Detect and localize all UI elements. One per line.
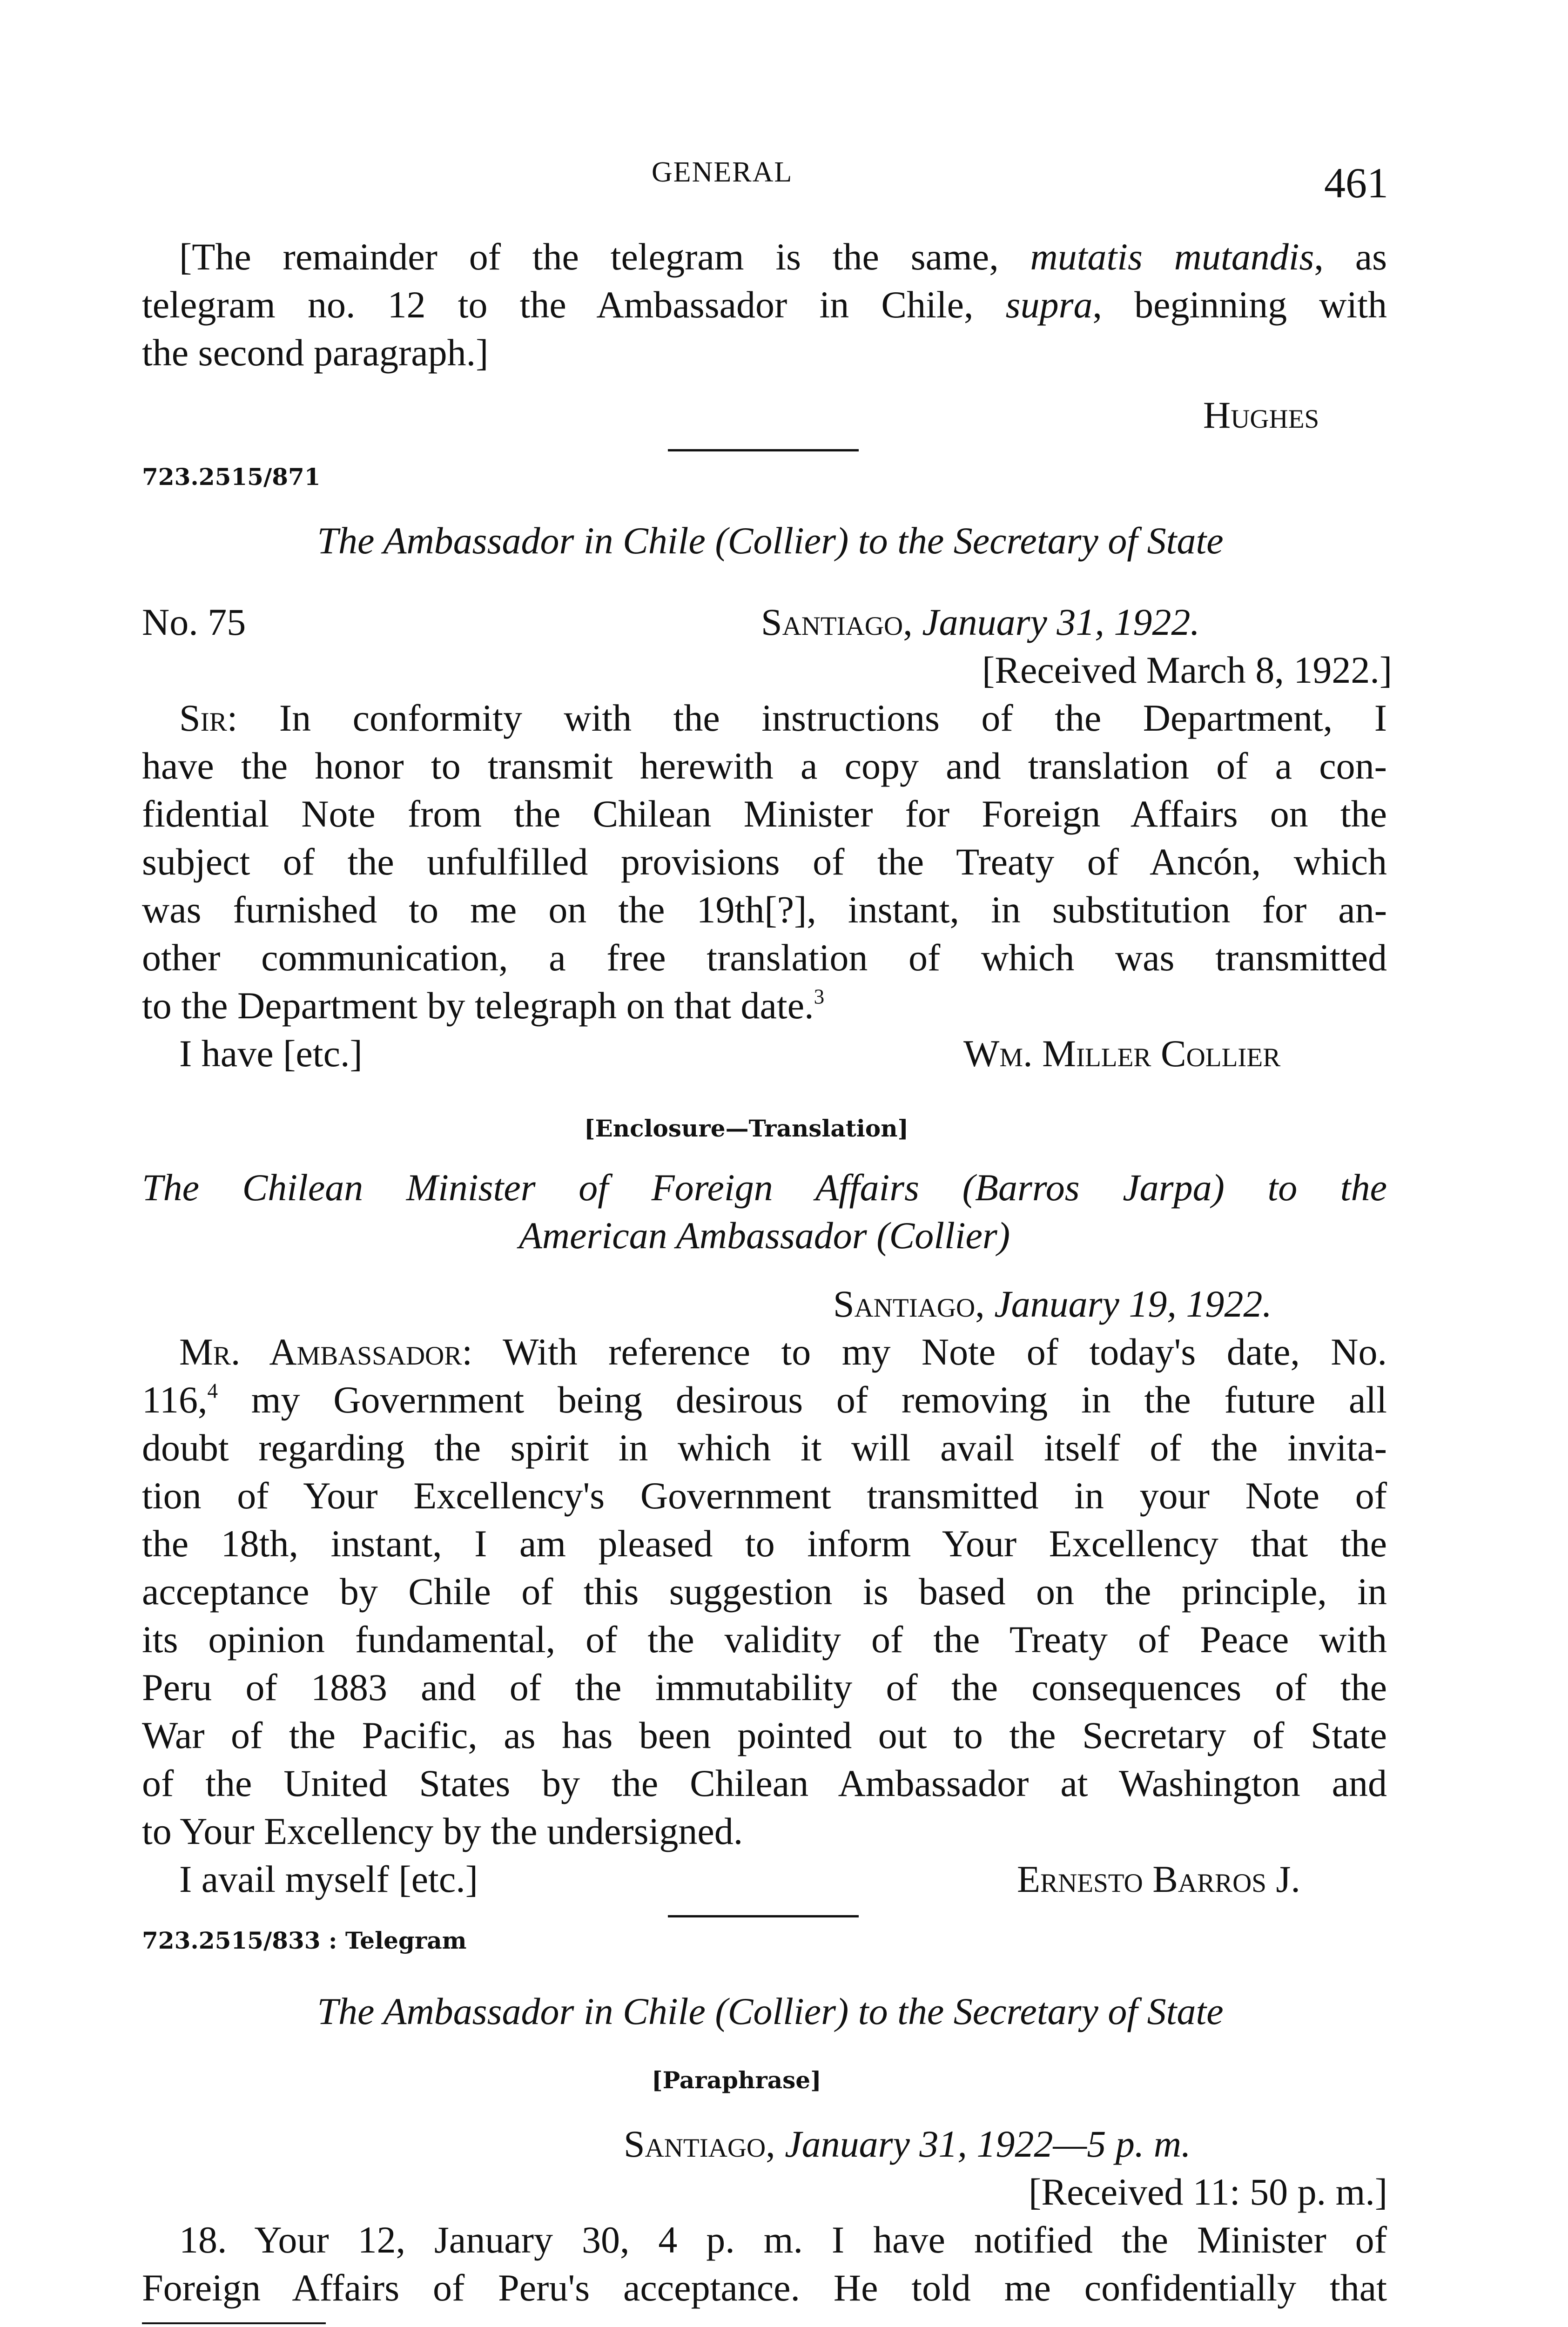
footnote-ref: 4 [207,1379,218,1403]
section-divider [668,1915,859,1917]
page-number: 461 [1324,159,1388,207]
file-number: 723.2515/871 [142,463,321,491]
letter-line: Sir: In conformity with the instructions of the Department, I [179,697,1387,739]
dateline-place: Santiago, [833,1283,985,1325]
dateline-date: January 19, 1922. [994,1283,1272,1325]
letter-line: to Your Excellency by the undersigned. [142,1810,743,1852]
letter-line: subject of the unfulfilled provisions of the Treaty of Ancón, which [142,841,1387,883]
letter-line: 116,$^4$ my Government being desirous of removing in the future all [142,1379,1387,1421]
closing: I have [etc.] [179,1032,363,1075]
letter-line: other communication, a free translation of which was transmitted [142,936,1387,979]
dateline [833,1280,1272,1328]
letter-line: acceptance by Chile of this suggestion is based on the principle, in [142,1570,1387,1613]
letter-line: have the honor to transmit herewith a copy and translation of a con- [142,745,1387,787]
document-heading: The Ambassador in Chile (Collier) to the Secretary of State [317,1990,1224,2032]
enclosure-heading-line: The Chilean Minister of Foreign Affairs (Barros Jarpa) to the [142,1166,1387,1209]
salutation: Sir: [179,697,238,739]
letter-line: tion of Your Excellency's Government transmitted in your Note of [142,1474,1387,1517]
letter-line: fidential Note from the Chilean Minister for Foreign Affairs on the [142,793,1387,835]
letter-line: Mr. Ambassador: With reference to my Note of today's date, No. [179,1331,1387,1373]
telegram-line: 18. Your 12, January 30, 4 p. m. I have notified the Minister of [179,2219,1387,2261]
intro-line: telegram no. 12 to the Ambassador in Chile, supra, beginning with [142,283,1387,326]
running-title: GENERAL [652,156,793,188]
document-heading: The Ambassador in Chile (Collier) to the Secretary of State [317,519,1224,562]
closing: I avail myself [etc.] [179,1858,478,1900]
footnote-ref: 3 [814,985,825,1009]
signature: Ernesto Barros J. [1017,1858,1300,1900]
signature: Wm. Miller Collier [963,1032,1281,1075]
section-divider [668,449,859,451]
letter-line: to the Department by telegraph on that date.$^3$ [142,984,825,1027]
dateline-place: Santiago, [761,601,913,643]
paraphrase-note: [Paraphrase] [652,2066,821,2094]
footnote-rule [142,2322,326,2324]
dateline-place: Santiago, [624,2123,775,2165]
letter-line: War of the Pacific, as has been pointed out to the Secretary of State [142,1714,1387,1756]
intro-line: the second paragraph.] [142,331,489,374]
letter-line: was furnished to me on the 19th[?], instant, in substitution for an- [142,888,1387,931]
enclosure-heading-line: American Ambassador (Collier) [518,1214,1010,1257]
letter-line: its opinion fundamental, of the validity of the Treaty of Peace with [142,1618,1387,1661]
intro-line: [The remainder of the telegram is the same, mutatis mutandis, as [179,235,1387,278]
salutation: Mr. Ambassador: [179,1331,473,1373]
letter-line: doubt regarding the spirit in which it will avail itself of the invita- [142,1426,1387,1469]
dateline-date: January 31, 1922. [922,601,1200,643]
enclosure-label: [Enclosure—Translation] [584,1115,909,1142]
letter-line: the 18th, instant, I am pleased to inform Your Excellency that the [142,1522,1387,1565]
file-number: 723.2515/833 : Telegram [142,1927,467,1954]
dateline-date: January 31, 1922—5 p. m. [785,2123,1191,2165]
despatch-number: No. 75 [142,601,246,643]
intro-signature: Hughes [1203,394,1319,436]
received-note: [Received 11: 50 p. m.] [1029,2171,1388,2213]
letter-line: Peru of 1883 and of the immutability of the consequences of the [142,1666,1387,1708]
letter-line: of the United States by the Chilean Ambassador at Washington and [142,1762,1387,1804]
telegram-line: Foreign Affairs of Peru's acceptance. He told me confidentially that [142,2266,1387,2309]
received-note: [Received March 8, 1922.] [982,649,1393,691]
dateline [624,2120,1191,2168]
dateline [761,598,1200,646]
